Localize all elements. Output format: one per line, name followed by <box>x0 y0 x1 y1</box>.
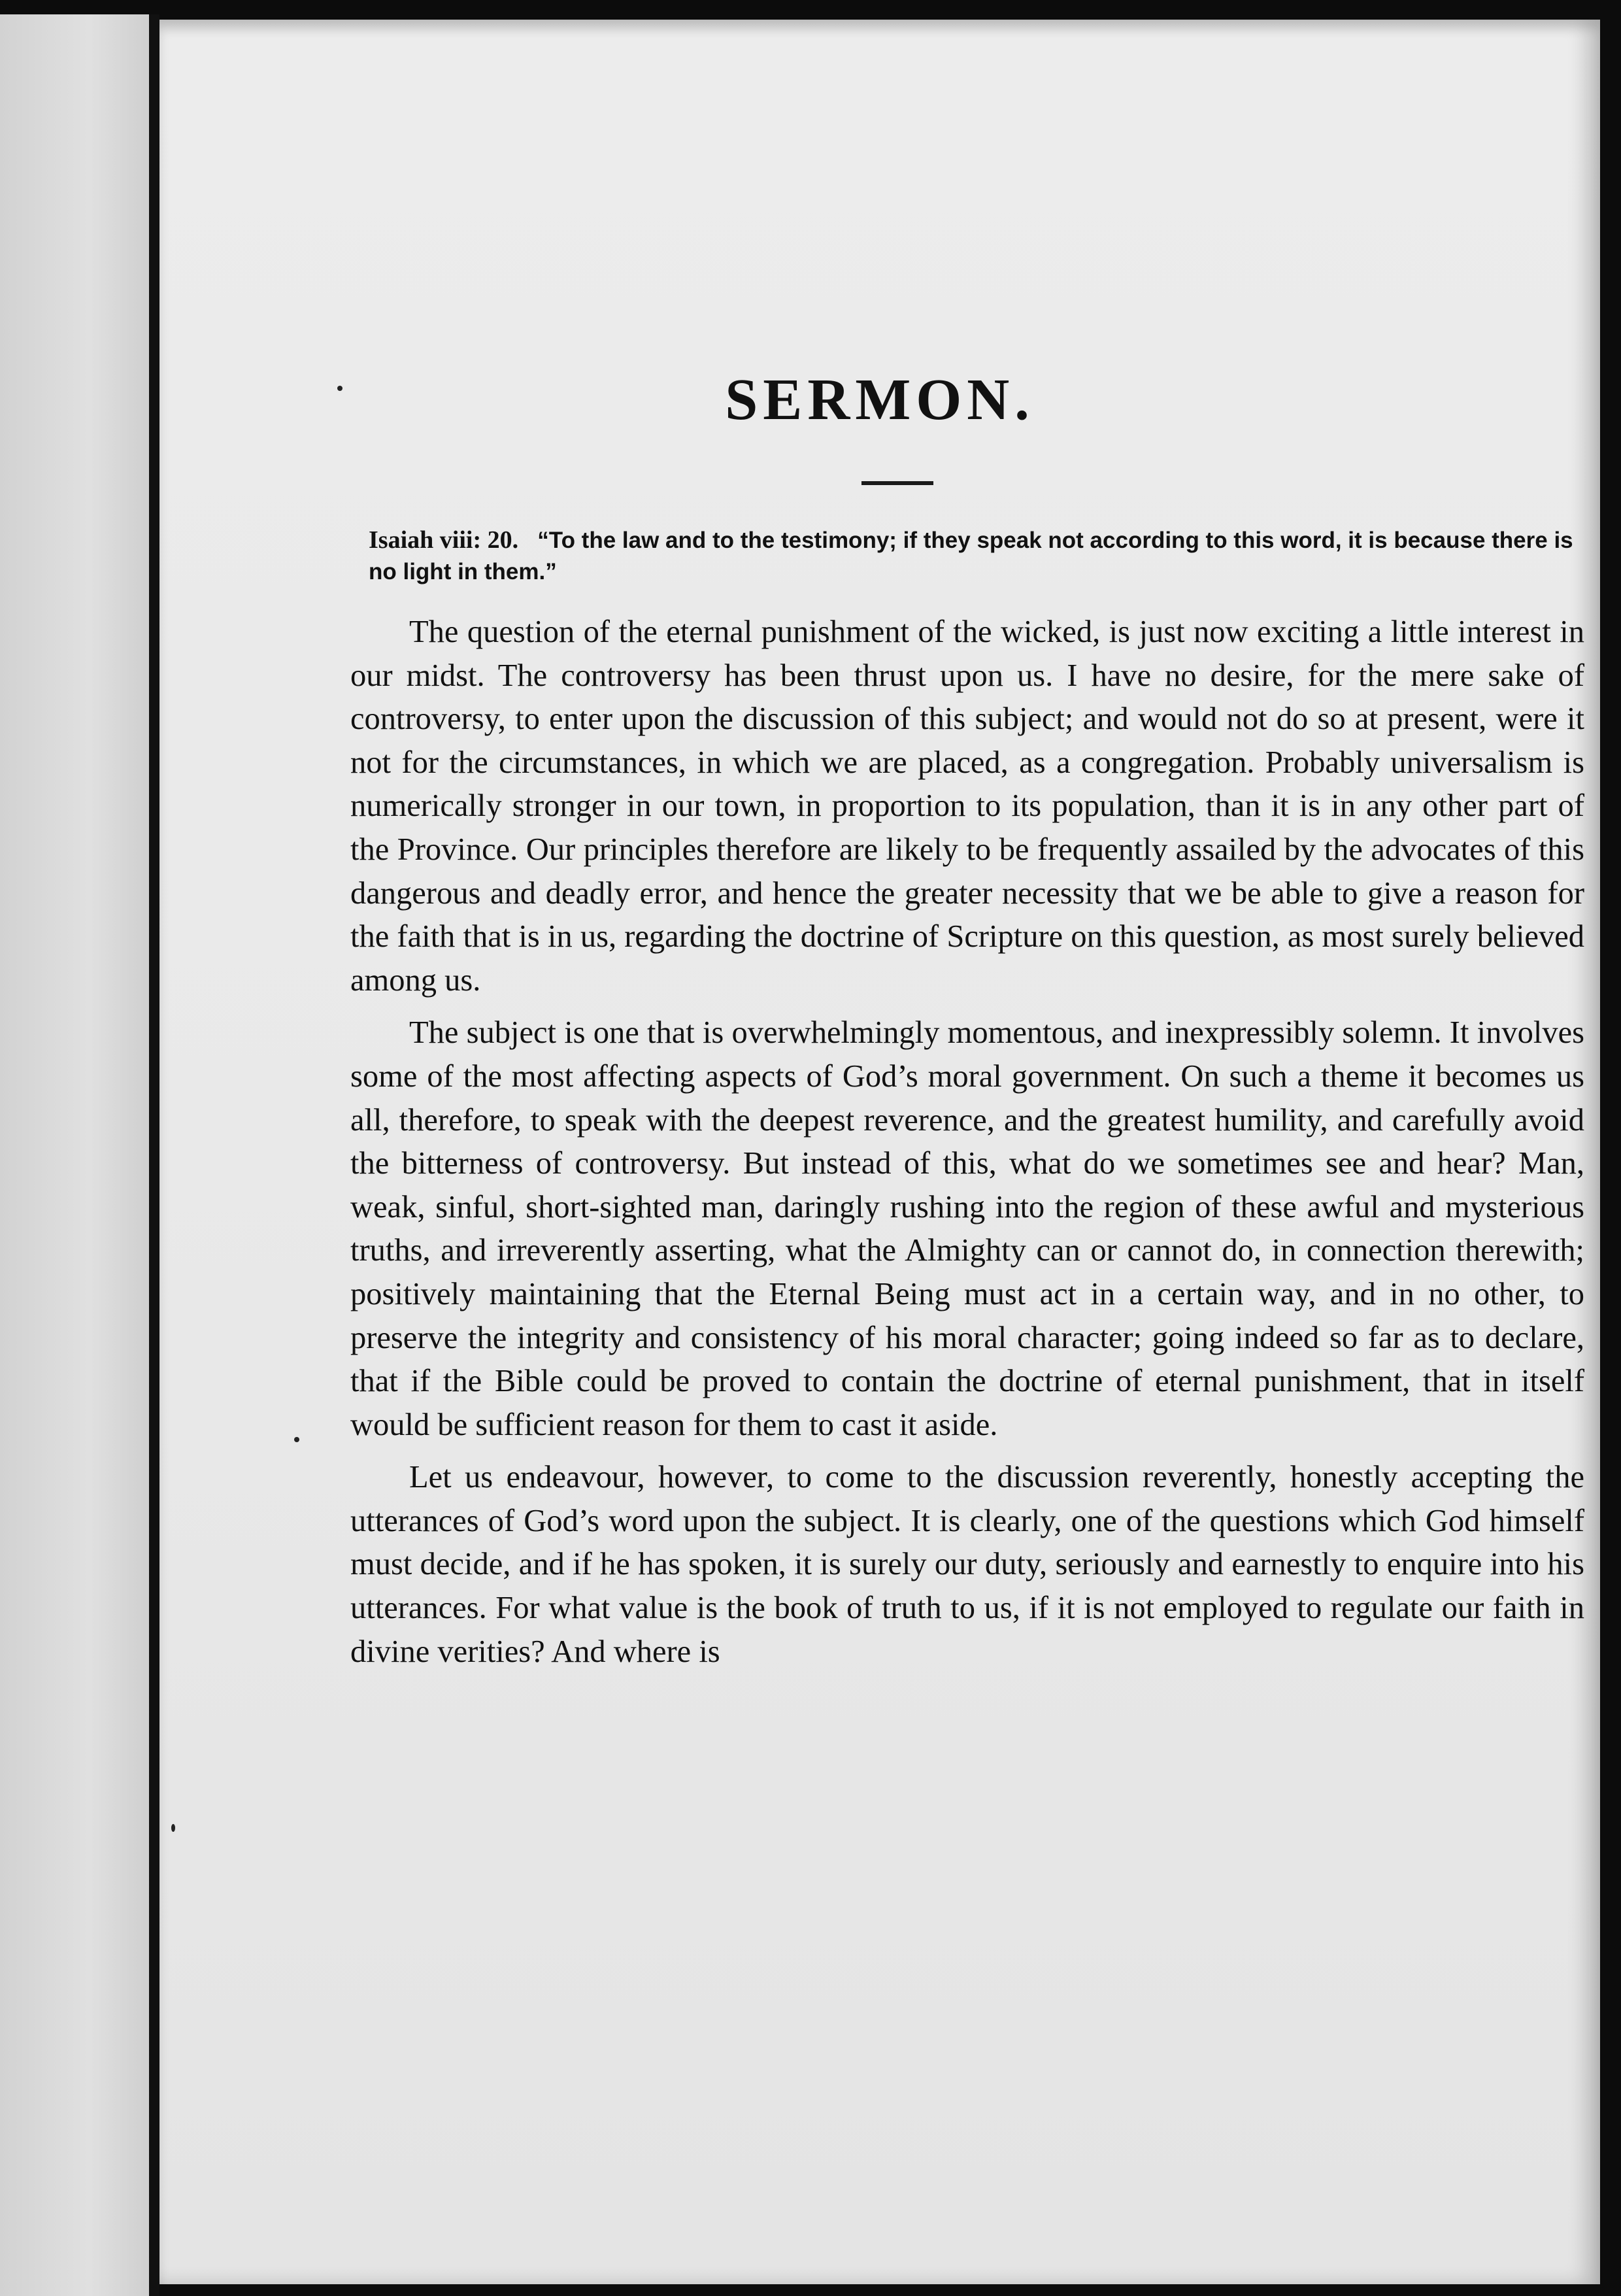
sermon-body <box>350 611 1584 1683</box>
ink-speck <box>294 1437 299 1442</box>
document-page <box>159 20 1600 2284</box>
epigraph <box>369 524 1584 588</box>
page-title: SERMON. <box>725 367 1035 432</box>
book-gutter <box>149 14 159 2296</box>
ink-speck <box>337 386 343 391</box>
scan-border <box>1600 14 1621 2296</box>
epigraph-quote: “To the law and to the testimony; if they speak not according to this word, it is because there is no light in them.” <box>369 528 1573 584</box>
paragraph-1: The question of the eternal punishment of the wicked, is just now exciting a little interest in our midst. The controversy has been thrust upon us. I have no desire, for the mere sake of controversy, to enter upon the discussion of this subject; and would not do so at present, were it not for the circumstances, in which we are placed, as a congregation. Probably universalism is numerically stronger in our town, in proportion to its population, than it is in any other part of the Province. Our principles therefore are likely to be frequently assailed by the advocates of this dangerous and deadly error, and hence the greater necessity that we be able to give a reason for the faith that is in us, regarding the doctrine of Scripture on this question, as most surely believed among us. <box>350 615 1584 998</box>
facing-page-edge <box>0 14 149 2296</box>
title-rule <box>861 481 933 485</box>
epigraph-reference: Isaiah viii: 20. <box>369 526 519 554</box>
paragraph-3: Let us endeavour, however, to come to the discussion reverently, honestly accepting the utterances of God’s word upon the subject. It is clearly, one of the questions which God himself must decide, and if he has spoken, it is surely our duty, seriously and earnestly to enquire into his utterances. For what value is the book of truth to us, if it is not employed to regulate our faith in divine verities? And where is <box>350 1460 1584 1669</box>
paragraph-2: The subject is one that is overwhelmingly momentous, and inexpressibly solemn. It involves some of the most affecting aspects of God’s moral government. On such a theme it becomes us all, therefore, to speak with the deepest reverence, and the greatest humility, and carefully avoid the bitterness of controversy. But instead of this, what do we sometimes see and hear? Man, weak, sinful, short-sighted man, daringly rushing into the region of these awful and mysterious truths, and irreverently asserting, what the Almighty can or cannot do, in connection therewith; positively maintaining that the Eternal Being must act in a certain way, and in no other, to preserve the integrity and consistency of his moral character; going indeed so far as to declare, that if the Bible could be proved to contain the doctrine of eternal punishment, that in itself would be sufficient reason for them to cast it aside. <box>350 1015 1584 1442</box>
ink-speck <box>171 1824 175 1832</box>
